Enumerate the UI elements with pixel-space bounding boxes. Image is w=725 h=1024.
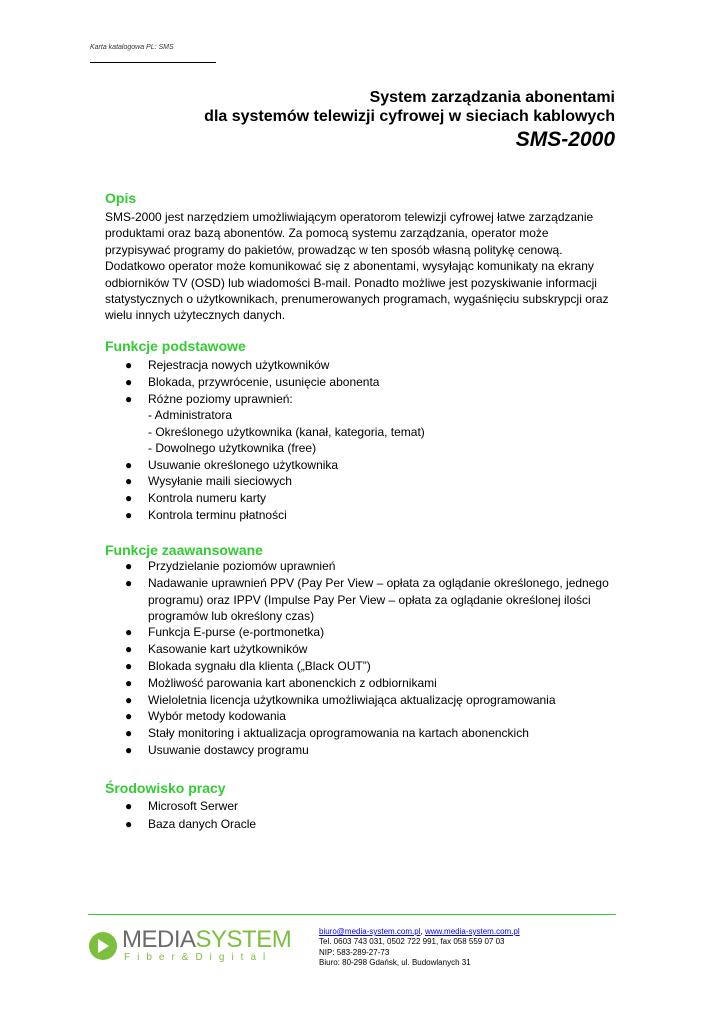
list-item-text: Baza danych Oracle xyxy=(148,817,257,831)
list-item-text: Możliwość parowania kart abonenckich z odbiornikami xyxy=(148,675,437,690)
list-item xyxy=(105,507,625,524)
contact-nip: NIP: 583-289-27-73 xyxy=(319,947,390,957)
opis-line: statystycznych o użytkownikach, prenumerowanych programach, wygaśnięciu subskrypcji oraz xyxy=(105,292,609,307)
list-item-text: Funkcja E-purse (e-portmonetka) xyxy=(148,625,325,640)
opis-line: odbiorników TV (OSD) lub wiadomości B-mail. Ponadto możliwe jest pozyskiwanie informacji xyxy=(105,275,597,290)
contact-block xyxy=(319,927,520,968)
logo-tagline: Fiber&Digital xyxy=(124,952,273,963)
company-logo xyxy=(88,926,292,968)
list-item-text: Kontrola numeru karty xyxy=(148,491,267,506)
contact-address: Biuro: 80-298 Gdańsk, ul. Budowlanych 31 xyxy=(319,957,471,967)
bullet-icon: ● xyxy=(125,358,133,372)
list-item-text: Usuwanie dostawcy programu xyxy=(148,742,309,757)
list-item-text: Kontrola terminu płatności xyxy=(148,508,287,522)
logo-mark-icon xyxy=(88,931,118,961)
opis-line: Dodatkowo operator może komunikować się z abonentami, wysyłając komunikaty na ekrany xyxy=(105,259,594,274)
sub-item: - Administratora xyxy=(148,408,233,423)
website-link[interactable]: www.media-system.com.pl xyxy=(424,927,520,936)
title-line-2: dla systemów telewizji cyfrowej w sieciach kablowych xyxy=(204,108,615,125)
contact-links xyxy=(319,927,520,937)
bullet-icon: ● xyxy=(125,474,133,489)
list-item-text: Wybór metody kodowania xyxy=(148,709,286,724)
list-item xyxy=(105,675,625,692)
bullet-icon: ● xyxy=(125,374,133,389)
list-item-text: Blokada sygnału dla klienta („Black OUT”) xyxy=(148,659,371,673)
list-item xyxy=(105,797,625,815)
list-item-text: Kasowanie kart użytkowników xyxy=(148,642,308,657)
title-line-1: System zarządzania abonentami xyxy=(369,89,615,106)
list-item xyxy=(105,641,625,658)
list-item xyxy=(105,374,625,391)
bullet-icon: ● xyxy=(125,742,133,757)
bullet-icon: ● xyxy=(125,642,133,657)
email-link[interactable]: biuro@media-system.com.pl xyxy=(319,927,421,936)
section-heading-advanced: Funkcje zaawansowane xyxy=(105,542,263,558)
list-item-text: Microsoft Serwer xyxy=(148,799,239,813)
list-item xyxy=(105,473,625,490)
section-heading-basic: Funkcje podstawowe xyxy=(105,338,246,354)
logo-part1: MEDIA xyxy=(122,926,196,953)
header-rule xyxy=(90,62,216,63)
bullet-icon: ● xyxy=(125,559,133,573)
list-item-text: Przydzielanie poziomów uprawnień xyxy=(148,559,336,573)
bullet-icon: ● xyxy=(125,675,133,690)
list-item xyxy=(105,575,625,592)
list-item xyxy=(105,490,625,507)
opis-line: SMS-2000 jest narzędziem umożliwiającym operatorom telewizji cyfrowej łatwe zarządzanie xyxy=(105,210,594,224)
list-item-text: Wysyłanie maili sieciowych xyxy=(148,474,292,489)
list-item-text: Rejestracja nowych użytkowników xyxy=(148,358,330,372)
opis-paragraph xyxy=(105,209,625,324)
list-item xyxy=(105,658,625,675)
list-item xyxy=(105,742,625,759)
title-block xyxy=(204,88,615,152)
list-item xyxy=(105,391,625,408)
list-item xyxy=(105,692,625,709)
header-note: Karta katalogowa PL: SMS xyxy=(90,44,174,51)
opis-line: produktami oraz bazą abonentów. Za pomocą systemu zarządzania, operator może xyxy=(105,226,549,241)
list-item xyxy=(105,457,625,474)
list-item xyxy=(105,815,625,833)
list-item-text: Nadawanie uprawnień PPV (Pay Per View – opłata za oglądanie określonego, jednego xyxy=(148,575,609,590)
bullet-icon: ● xyxy=(125,709,133,724)
product-name: SMS-2000 xyxy=(515,128,615,151)
opis-line: przypisywać programy do pakietów, prowadząc w ten sposób własną politykę cenową. xyxy=(105,242,563,257)
bullet-icon: ● xyxy=(125,508,133,522)
list-item-text: Usuwanie określonego użytkownika xyxy=(148,457,339,472)
list-item-text: Różne poziomy uprawnień: xyxy=(148,391,293,406)
list-item xyxy=(105,624,625,641)
list-item xyxy=(105,708,625,725)
link-separator: , xyxy=(420,927,425,936)
section-heading-env: Środowisko pracy xyxy=(105,780,226,796)
bullet-icon: ● xyxy=(125,457,133,472)
footer-rule xyxy=(88,914,616,915)
list-item-text: Blokada, przywrócenie, usunięcie abonenta xyxy=(148,374,380,389)
bullet-icon: ● xyxy=(125,726,133,741)
list-item-text: Wieloletnia licencja użytkownika umożliwiająca aktualizację oprogramowania xyxy=(148,692,556,707)
bullet-icon: ● xyxy=(125,625,133,640)
list-item xyxy=(105,558,625,575)
bullet-icon: ● xyxy=(125,575,133,590)
bullet-icon: ● xyxy=(125,391,133,406)
bullet-icon: ● xyxy=(125,692,133,707)
bullet-icon: ● xyxy=(125,491,133,506)
list-item-continuation: programu) oraz IPPV (Impulse Pay Per View – opłata za oglądanie określonej ilości xyxy=(148,592,591,607)
bullet-icon: ● xyxy=(125,799,133,813)
bullet-icon: ● xyxy=(125,817,133,831)
advanced-feature-list xyxy=(105,558,625,759)
opis-line: wielu innych użytecznych danych. xyxy=(105,308,286,323)
list-item-continuation: programów lub określony czas) xyxy=(148,609,315,623)
env-list xyxy=(105,797,625,833)
sub-item: - Określonego użytkownika (kanał, kategoria, temat) xyxy=(148,424,425,439)
list-item xyxy=(105,357,625,374)
logo-part2: SYSTEM xyxy=(195,926,292,953)
section-heading-opis: Opis xyxy=(105,190,137,206)
logo-wordmark xyxy=(122,926,291,954)
bullet-icon: ● xyxy=(125,659,133,673)
contact-phone: Tel. 0603 743 031, 0502 722 991, fax 058 559 07 03 xyxy=(319,937,505,947)
list-item xyxy=(105,725,625,742)
basic-feature-list xyxy=(105,357,625,524)
sub-item: - Dowolnego użytkownika (free) xyxy=(148,441,317,456)
list-item-text: Stały monitoring i aktualizacja oprogramowania na kartach abonenckich xyxy=(148,726,529,741)
